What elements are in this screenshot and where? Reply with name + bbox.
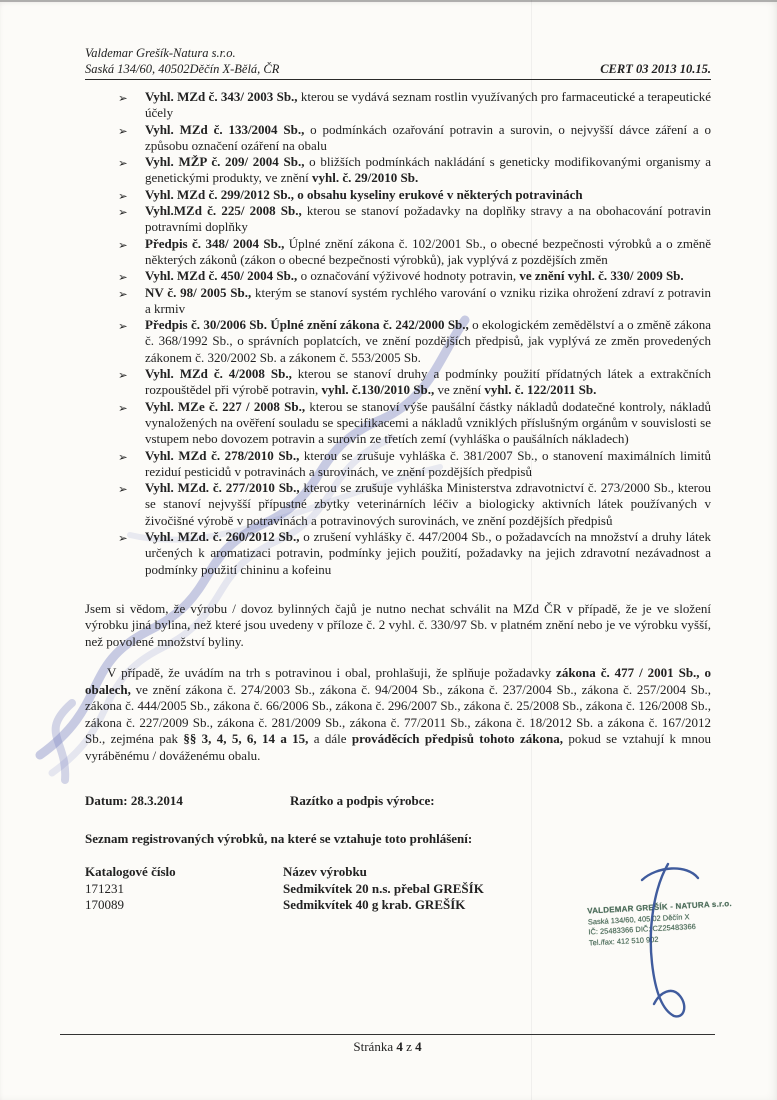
- stamp-company-name: VALDEMAR GREŠÍK - NATURA s.r.o.: [587, 898, 733, 916]
- regulation-text: Vyhl. MZd č. 278/2010 Sb., kterou se zrušuje vyhláška č. 381/2007 Sb., o stanovení maximálních limitů reziduí pesticidů v potravinách a surovinách, ve znění pozdějších předpisů: [145, 447, 711, 479]
- regulation-text: Předpis č. 30/2006 Sb. Úplné znění zákona č. 242/2000 Sb., o ekologickém zemědělství a o změně zákona č. 368/1992 Sb., o správních poplatcích, ve znění pozdějších předpisů, jak vyplývá ze změn provedených zákonem č. 320/2002 Sb. a zákonem č. 553/2005 Sb.: [145, 317, 712, 365]
- regulation-text: NV č. 98/ 2005 Sb., kterým se stanoví systém rychlého varování o vzniku rizika ohrožení zdraví z potravin a krmiv: [145, 284, 712, 316]
- declaration-paragraph-1: Jsem si vědom, že výrobu / dovoz bylinných čajů je nutno nechat schválit na MZd ČR v případě, že je ve složení výrobku jiná bylina, než které jsou uvedeny v příloze č. 2 vyhl. č. 330/97 Sb. v platném znění nebo je ve výrobku vyšší, než povolené množství byliny.: [85, 600, 711, 649]
- arrow-bullet-icon: ➢: [118, 156, 128, 171]
- product-name-header: Název výrobku: [283, 864, 367, 880]
- arrow-bullet-icon: ➢: [118, 237, 128, 252]
- date-and-stamp-row: [85, 793, 711, 810]
- regulation-text: Vyhl. MZd č. 4/2008 Sb., kterou se stanoví druhy a podmínky použití přídatných látek a extrakčních rozpouštědel při výrobě potravin, vyhl. č.130/2010 Sb., ve znění vyhl. č. 122/2011 Sb.: [145, 366, 711, 398]
- regulation-item: [118, 448, 711, 481]
- arrow-bullet-icon: ➢: [118, 286, 128, 301]
- arrow-bullet-icon: ➢: [118, 91, 128, 105]
- arrow-bullet-icon: ➢: [118, 482, 128, 497]
- scan-edge-artifact: [0, 0, 777, 2]
- regulation-text: Vyhl.MZd č. 225/ 2008 Sb., kterou se stanoví požadavky na doplňky stravy a na obohacování potravin potravními doplňky: [145, 203, 711, 235]
- regulation-item: [118, 480, 711, 529]
- regulation-text: Vyhl. MZd. č. 277/2010 Sb., kterou se zrušuje vyhláška Ministerstva zdravotnictví č. 273/2000 Sb., kterou se stanoví nejvyšší přípustné zbytky veterinárních léčiv a biologicky aktivních látek používaných v živočišné výrobě v potravinách a potravinových surovinách, ve znění pozdějších předpisů: [145, 480, 711, 528]
- regulation-item: [118, 122, 711, 155]
- letterhead: [85, 46, 711, 80]
- regulation-item: [118, 285, 711, 318]
- regulation-text: Vyhl. MZd č. 299/2012 Sb., o obsahu kyseliny erukové v některých potravinách: [145, 186, 583, 202]
- regulation-text: Vyhl. MZd č. 450/ 2004 Sb., o označování výživové hodnoty potravin, ve znění vyhl. č. 330/ 2009 Sb.: [145, 268, 684, 284]
- arrow-bullet-icon: ➢: [118, 531, 128, 546]
- regulation-item: [118, 187, 711, 203]
- regulation-item: [118, 399, 711, 448]
- regulation-text: Vyhl. MZd č. 133/2004 Sb., o podmínkách ozařování potravin a surovin, o nejvyšší dávce záření a o způsobu označení ozáření na obalu: [145, 121, 711, 153]
- regulation-text: Vyhl. MZd č. 343/ 2003 Sb., kterou se vydává seznam rostlin využívaných pro farmaceutické a terapeutické účely: [145, 89, 711, 121]
- regulation-item: [118, 317, 711, 366]
- regulation-item: [118, 236, 711, 269]
- product-name: Sedmikvítek 40 g krab. GREŠÍK: [283, 897, 466, 913]
- regulation-text: Vyhl. MZe č. 227 / 2008 Sb., kterou se stanoví výše paušální částky nákladů dodatečné kontroly, nákladů vynaložených na ověření souladu se specifikacemi a nákladů vzniklých příslušným orgánům v souvislosti se vstupem nebo dovozem potravin a surovin ze třetích zemí (vyhláška o paušálních nákladech): [145, 398, 711, 447]
- date-label: Datum: 28.3.2014: [85, 793, 183, 809]
- arrow-bullet-icon: ➢: [118, 368, 128, 383]
- registered-products-heading: Seznam registrovaných výrobků, na které se vztahuje toto prohlášení:: [85, 831, 473, 847]
- regulation-list: [85, 89, 711, 578]
- regulation-item: [118, 154, 711, 187]
- regulation-text: Vyhl. MZd. č. 260/2012 Sb., o zrušení vyhlášky č. 447/2004 Sb., o požadavcích na množství a druhy látek určených k aromatizaci potravin, podmínky jejich použití, požadavky na jejich zdravotní nezávadnost a podmínky použití chininu a kofeinu: [145, 529, 711, 577]
- stamp-ic-dic: IČ: 25483366 DIČ: CZ25483366: [588, 921, 697, 937]
- regulation-item: [118, 366, 711, 399]
- regulation-text: Vyhl. MŽP č. 209/ 2004 Sb., o bližších podmínkách nakládání s geneticky modifikovanými organismy a genetickými produkty, ve znění vyhl. č. 29/2010 Sb.: [145, 154, 711, 186]
- stamp-signature-label: Razítko a podpis výrobce:: [290, 793, 435, 809]
- product-name: Sedmikvítek 20 n.s. přebal GREŠÍK: [283, 880, 484, 896]
- arrow-bullet-icon: ➢: [118, 188, 128, 203]
- signature-ink: [602, 858, 732, 1028]
- arrow-bullet-icon: ➢: [118, 449, 128, 464]
- arrow-bullet-icon: ➢: [118, 123, 128, 138]
- arrow-bullet-icon: ➢: [118, 400, 128, 415]
- page-footer: [60, 1034, 715, 1055]
- catalog-number: 171231: [85, 880, 124, 896]
- declaration-paragraph-2: V případě, že uvádím na trh s potravinou i obal, prohlašuji, že splňuje požadavky zákona č. 477 / 2001 Sb., o obalech, ve znění zákona č. 274/2003 Sb., zákona č. 94/2004 Sb., zákona č. 237/2004 Sb., zákona č. 257/2004 Sb., zákona č. 444/2005 Sb., zákona č. 66/2006 Sb., zákona č. 296/2007 Sb., zákona č. 25/2008 Sb., zákona č. 126/2008 Sb., zákona č. 227/2009 Sb., zákona č. 281/2009 Sb., zákona č. 77/2011 Sb., zákona č. 18/2012 Sb. a zákona č. 167/2012 Sb., zejména pak §§ 3, 4, 5, 6, 14 a 15, a dále prováděcích předpisů tohoto zákona, pokud se vztahují k mnou vyráběnému / dováženému obalu.: [85, 665, 711, 763]
- cert-number: CERT 03 2013 10.15.: [600, 61, 711, 76]
- company-name: Valdemar Grešík-Natura s.r.o.: [85, 46, 236, 60]
- document-body: [85, 46, 711, 914]
- regulation-text: Předpis č. 348/ 2004 Sb., Úplné znění zákona č. 102/2001 Sb., o obecné bezpečnosti výrobků a o změně některých zákonů (zákon o obecné bezpečnosti výrobků), jak vyplývá z pozdějších změn: [145, 235, 711, 267]
- arrow-bullet-icon: ➢: [118, 270, 128, 285]
- stamp-phone: Tel./fax: 412 510 902: [588, 934, 659, 947]
- regulation-item: [118, 529, 711, 578]
- catalog-number: 170089: [85, 897, 124, 913]
- catalog-number-header: Katalogové číslo: [85, 864, 176, 880]
- arrow-bullet-icon: ➢: [118, 205, 128, 220]
- stamp-address: Saská 134/60, 405 02 Děčín X: [587, 911, 690, 927]
- regulation-item: [118, 268, 711, 284]
- page-number: Stránka 4 z 4: [353, 1039, 422, 1054]
- regulation-item: [118, 203, 711, 236]
- arrow-bullet-icon: ➢: [118, 319, 128, 334]
- company-address: Saská 134/60, 40502Děčín X-Bělá, ČR: [85, 61, 280, 76]
- regulation-item: [118, 89, 711, 122]
